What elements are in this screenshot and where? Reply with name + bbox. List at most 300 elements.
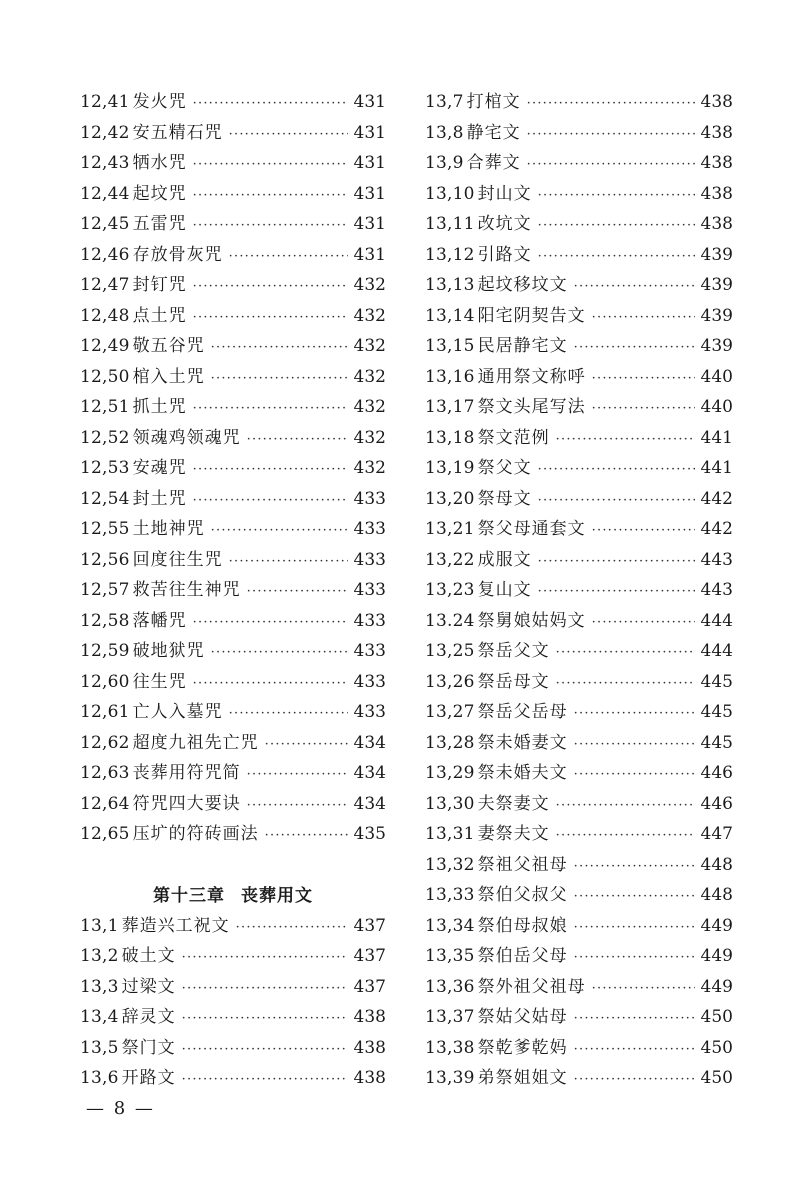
toc-entry (80, 270, 386, 301)
page-reference: 432 (353, 275, 386, 295)
section-title: 阳宅阴契告文 (477, 305, 586, 326)
section-number: 13,26 (425, 671, 475, 692)
section-number: 12,46 (80, 244, 130, 265)
dot-leader (574, 1004, 695, 1035)
section-number: 13.24 (425, 610, 475, 631)
page-reference: 449 (700, 976, 733, 997)
toc-entry (425, 941, 733, 972)
page-reference: 431 (353, 122, 386, 143)
dot-leader (574, 760, 695, 791)
section-title: 祭姑父姑母 (477, 1007, 568, 1027)
page-reference: 433 (353, 519, 386, 539)
page-reference: 433 (353, 671, 386, 692)
section-title: 祭母文 (477, 488, 532, 509)
section-title: 祭未婚夫文 (477, 763, 568, 783)
dot-leader (556, 791, 695, 822)
dot-leader (193, 303, 348, 334)
dot-leader (556, 669, 695, 700)
section-number: 13,3 (80, 976, 119, 997)
section-number: 12,44 (80, 183, 130, 204)
dot-leader (265, 730, 348, 761)
section-number: 13,23 (425, 580, 475, 600)
toc-entry (80, 331, 386, 362)
page-reference: 446 (700, 763, 733, 783)
dot-leader (182, 974, 348, 1005)
section-number: 12,56 (80, 549, 130, 570)
dot-leader (538, 486, 695, 517)
page-reference: 449 (700, 915, 733, 936)
dot-leader (574, 333, 695, 364)
toc-entry (425, 545, 733, 576)
section-title: 祭文范例 (477, 427, 550, 448)
page-reference: 438 (353, 1007, 386, 1027)
section-number: 13,38 (425, 1037, 475, 1058)
toc-entry (425, 575, 733, 606)
page-reference: 438 (700, 153, 733, 173)
section-title: 祭乾爹乾妈 (477, 1037, 568, 1058)
page-reference: 450 (700, 1007, 733, 1027)
dot-leader (193, 89, 348, 120)
toc-entry (425, 880, 733, 911)
section-title: 民居静宅文 (477, 336, 568, 356)
page-reference: 434 (353, 732, 386, 753)
page-reference: 432 (353, 305, 386, 326)
toc-entry (425, 453, 733, 484)
toc-entry (425, 209, 733, 240)
section-number: 12,54 (80, 488, 130, 509)
section-number: 13,30 (425, 793, 475, 814)
section-title: 改坑文 (477, 214, 532, 234)
section-number: 13,7 (425, 92, 464, 112)
dot-leader (193, 669, 348, 700)
page-reference: 434 (353, 763, 386, 783)
section-title: 起坟移坟文 (477, 275, 568, 295)
section-number: 13,18 (425, 427, 475, 448)
section-number: 12,60 (80, 671, 130, 692)
dot-leader (574, 730, 695, 761)
toc-entry (80, 667, 386, 698)
dot-leader (211, 638, 348, 669)
dot-leader (193, 486, 348, 517)
dot-leader (574, 913, 695, 944)
toc-entry (80, 209, 386, 240)
toc-entry (80, 789, 386, 820)
toc-entry (80, 728, 386, 759)
section-title: 发火咒 (132, 92, 187, 112)
section-number: 13,15 (425, 336, 475, 356)
toc-entry (80, 118, 386, 149)
section-title: 祭门文 (121, 1037, 176, 1058)
page-reference: 440 (700, 366, 733, 387)
section-title: 抓土咒 (132, 397, 187, 417)
dot-leader (182, 943, 348, 974)
section-number: 12,41 (80, 92, 130, 112)
toc-entry (425, 148, 733, 179)
page-reference: 435 (353, 824, 386, 844)
section-number: 13,39 (425, 1068, 475, 1088)
toc-entry (80, 545, 386, 576)
page-reference: 433 (353, 610, 386, 631)
toc-entry (425, 758, 733, 789)
dot-leader (182, 1065, 348, 1096)
section-title: 封钉咒 (132, 275, 187, 295)
toc-entry (80, 1063, 386, 1094)
dot-leader (538, 211, 695, 242)
section-title: 破地狱咒 (132, 641, 205, 661)
section-title: 祭伯岳父母 (477, 946, 568, 966)
dot-leader (229, 242, 348, 273)
dot-leader (538, 455, 695, 486)
section-title: 弟祭姐姐文 (477, 1068, 568, 1088)
section-number: 13,8 (425, 122, 464, 143)
section-title: 封山文 (477, 183, 532, 204)
toc-entry (425, 911, 733, 942)
section-number: 13,25 (425, 641, 475, 661)
dot-leader (592, 394, 695, 425)
dot-leader (193, 211, 348, 242)
section-number: 12,53 (80, 458, 130, 478)
section-title: 祭未婚妻文 (477, 732, 568, 753)
toc-entry (80, 819, 386, 850)
section-number: 13,16 (425, 366, 475, 387)
section-number: 13,34 (425, 915, 475, 936)
section-number: 12,58 (80, 610, 130, 631)
section-number: 12,42 (80, 122, 130, 143)
dot-leader (182, 1035, 348, 1066)
toc-entry (80, 392, 386, 423)
page-reference: 439 (700, 336, 733, 356)
page-reference: 440 (700, 397, 733, 417)
section-title: 祭祖父祖母 (477, 854, 568, 875)
dot-leader (247, 760, 348, 791)
section-number: 13,2 (80, 946, 119, 966)
section-number: 13,5 (80, 1037, 119, 1058)
section-number: 13,20 (425, 488, 475, 509)
dot-leader (592, 516, 695, 547)
dot-leader (193, 150, 348, 181)
section-number: 13,32 (425, 854, 475, 875)
toc-entry (425, 697, 733, 728)
dot-leader (211, 516, 348, 547)
section-number: 12,55 (80, 519, 130, 539)
toc-entry (80, 941, 386, 972)
dot-leader (574, 1035, 695, 1066)
section-number: 13,36 (425, 976, 475, 997)
section-title: 祭父母通套文 (477, 519, 586, 539)
section-number: 13,9 (425, 153, 464, 173)
toc-entry (425, 270, 733, 301)
dot-leader (574, 272, 695, 303)
section-number: 13,22 (425, 549, 475, 570)
section-title: 压圹的符砖画法 (132, 824, 259, 844)
chapter-title: 丧葬用文 (241, 885, 313, 906)
page-reference: 438 (353, 1037, 386, 1058)
toc-entry (80, 423, 386, 454)
section-number: 13,13 (425, 275, 475, 295)
section-title: 安五精石咒 (132, 122, 223, 143)
dot-leader (574, 882, 695, 913)
section-title: 打棺文 (466, 92, 521, 112)
dot-leader (211, 364, 348, 395)
toc-entry (425, 179, 733, 210)
section-number: 12,43 (80, 153, 130, 173)
section-title: 过梁文 (121, 976, 176, 997)
section-number: 12,45 (80, 214, 130, 234)
section-title: 合葬文 (466, 153, 521, 173)
section-number: 13,27 (425, 702, 475, 722)
page-number-footer: — 8 — (86, 1098, 155, 1119)
page-reference: 445 (700, 732, 733, 753)
page-reference: 438 (700, 122, 733, 143)
page-reference: 446 (700, 793, 733, 814)
dot-leader (247, 425, 348, 456)
toc-entry (425, 667, 733, 698)
toc-entry (80, 758, 386, 789)
section-number: 12,48 (80, 305, 130, 326)
toc-entry (80, 972, 386, 1003)
toc-entry (425, 484, 733, 515)
section-number: 13,14 (425, 305, 475, 326)
dot-leader (229, 120, 348, 151)
toc-entry (80, 179, 386, 210)
page-reference: 432 (353, 397, 386, 417)
section-title: 复山文 (477, 580, 532, 600)
dot-leader (592, 364, 695, 395)
page-reference: 431 (353, 92, 386, 112)
dot-leader (193, 181, 348, 212)
toc-entry (80, 575, 386, 606)
section-number: 12,49 (80, 336, 130, 356)
toc-entry (425, 514, 733, 545)
section-title: 夫祭妻文 (477, 793, 550, 814)
section-title: 往生咒 (132, 671, 187, 692)
page-reference: 437 (353, 915, 386, 936)
toc-entry (80, 148, 386, 179)
page-reference: 438 (700, 183, 733, 204)
section-number: 12,65 (80, 824, 130, 844)
dot-leader (182, 1004, 348, 1035)
dot-leader (574, 699, 695, 730)
toc-entry (80, 697, 386, 728)
page-reference: 442 (700, 488, 733, 509)
dot-leader (592, 974, 695, 1005)
page-reference: 448 (700, 854, 733, 875)
dot-leader (538, 242, 695, 273)
dot-leader (229, 699, 348, 730)
toc-entry (425, 1063, 733, 1094)
page-reference: 439 (700, 275, 733, 295)
section-number: 13,19 (425, 458, 475, 478)
toc-entry (425, 331, 733, 362)
section-title: 开路文 (121, 1068, 176, 1088)
dot-leader (538, 577, 695, 608)
page-reference: 443 (700, 580, 733, 600)
section-title: 五雷咒 (132, 214, 187, 234)
dot-leader (574, 852, 695, 883)
section-title: 安魂咒 (132, 458, 187, 478)
toc-list-chapter-13 (80, 911, 386, 1094)
section-title: 祭伯父叔父 (477, 885, 568, 905)
toc-list-chapter-13-continued (425, 87, 733, 1094)
section-title: 亡人入墓咒 (132, 702, 223, 722)
page-reference: 444 (700, 610, 733, 631)
page-reference: 450 (700, 1068, 733, 1088)
section-title: 落幡咒 (132, 610, 187, 631)
page-reference: 437 (353, 946, 386, 966)
dot-leader (538, 547, 695, 578)
page-reference: 431 (353, 183, 386, 204)
section-title: 领魂鸡领魂咒 (132, 427, 241, 448)
section-title: 祭岳父岳母 (477, 702, 568, 722)
page-reference: 438 (700, 92, 733, 112)
section-number: 12,64 (80, 793, 130, 814)
toc-entry (80, 240, 386, 271)
section-title: 超度九祖先亡咒 (132, 732, 259, 753)
dot-leader (574, 1065, 695, 1096)
page-reference: 437 (353, 976, 386, 997)
page-reference: 441 (700, 458, 733, 478)
page-reference: 443 (700, 549, 733, 570)
section-number: 13,1 (80, 915, 119, 936)
section-title: 土地神咒 (132, 519, 205, 539)
section-number: 12,51 (80, 397, 130, 417)
dot-leader (193, 608, 348, 639)
dot-leader (247, 791, 348, 822)
section-number: 12,61 (80, 702, 130, 722)
chapter-number: 第十三章 (153, 885, 225, 906)
section-number: 12,52 (80, 427, 130, 448)
toc-entry (425, 1002, 733, 1033)
dot-leader (592, 608, 695, 639)
toc-entry (425, 240, 733, 271)
section-number: 13,11 (425, 214, 475, 234)
page-reference: 432 (353, 458, 386, 478)
toc-entry (80, 1002, 386, 1033)
toc-entry (425, 118, 733, 149)
page-reference: 433 (353, 702, 386, 722)
toc-list-chapter-12 (80, 87, 386, 850)
section-number: 13,31 (425, 824, 475, 844)
section-title: 起坟咒 (132, 183, 187, 204)
section-title: 通用祭文称呼 (477, 366, 586, 387)
page-reference: 434 (353, 793, 386, 814)
toc-entry (80, 453, 386, 484)
dot-leader (527, 120, 695, 151)
page-reference: 449 (700, 946, 733, 966)
dot-leader (556, 821, 695, 852)
dot-leader (229, 547, 348, 578)
toc-entry (80, 606, 386, 637)
dot-leader (556, 425, 695, 456)
dot-leader (247, 577, 348, 608)
section-title: 祭岳父文 (477, 641, 550, 661)
dot-leader (574, 943, 695, 974)
section-title: 丧葬用符咒简 (132, 763, 241, 783)
section-number: 13,35 (425, 946, 475, 966)
section-number: 13,21 (425, 519, 475, 539)
section-number: 13,4 (80, 1007, 119, 1027)
dot-leader (193, 394, 348, 425)
section-title: 救苦往生神咒 (132, 580, 241, 600)
page-reference: 431 (353, 214, 386, 234)
page-reference: 442 (700, 519, 733, 539)
section-title: 回度往生咒 (132, 549, 223, 570)
section-number: 13,10 (425, 183, 475, 204)
section-title: 祭舅娘姑妈文 (477, 610, 586, 631)
page-reference: 431 (353, 244, 386, 265)
chapter-heading (80, 850, 386, 911)
toc-entry (425, 728, 733, 759)
section-title: 封土咒 (132, 488, 187, 509)
section-number: 13,28 (425, 732, 475, 753)
dot-leader (236, 913, 348, 944)
section-title: 敬五谷咒 (132, 336, 205, 356)
section-number: 13,33 (425, 885, 475, 905)
toc-entry (425, 392, 733, 423)
toc-entry (425, 606, 733, 637)
section-number: 13,29 (425, 763, 475, 783)
toc-entry (80, 301, 386, 332)
page-reference: 438 (353, 1068, 386, 1088)
section-number: 12,50 (80, 366, 130, 387)
toc-right-column (425, 87, 733, 1094)
page-reference: 445 (700, 702, 733, 722)
page-reference: 444 (700, 641, 733, 661)
dot-leader (527, 89, 695, 120)
toc-entry (425, 819, 733, 850)
section-title: 点土咒 (132, 305, 187, 326)
page-reference: 447 (700, 824, 733, 844)
page-reference: 433 (353, 488, 386, 509)
toc-entry (80, 1033, 386, 1064)
section-title: 祭伯母叔娘 (477, 915, 568, 936)
section-title: 静宅文 (466, 122, 521, 143)
section-title: 牺水咒 (132, 153, 187, 173)
section-title: 引路文 (477, 244, 532, 265)
dot-leader (527, 150, 695, 181)
section-number: 12,59 (80, 641, 130, 661)
toc-entry (80, 636, 386, 667)
toc-entry (425, 850, 733, 881)
toc-entry (80, 514, 386, 545)
section-title: 破土文 (121, 946, 176, 966)
page-reference: 439 (700, 305, 733, 326)
section-number: 12,47 (80, 275, 130, 295)
page-reference: 431 (353, 153, 386, 173)
dot-leader (538, 181, 695, 212)
toc-entry (425, 636, 733, 667)
toc-entry (80, 87, 386, 118)
toc-entry (425, 423, 733, 454)
page-reference: 433 (353, 580, 386, 600)
toc-entry (425, 789, 733, 820)
dot-leader (193, 455, 348, 486)
section-number: 12,62 (80, 732, 130, 753)
page-reference: 438 (700, 214, 733, 234)
page-reference: 439 (700, 244, 733, 265)
section-number: 12,63 (80, 763, 130, 783)
page-reference: 432 (353, 427, 386, 448)
page-reference: 448 (700, 885, 733, 905)
section-title: 存放骨灰咒 (132, 244, 223, 265)
dot-leader (211, 333, 348, 364)
toc-entry (425, 1033, 733, 1064)
section-number: 12,57 (80, 580, 130, 600)
toc-entry (425, 301, 733, 332)
section-title: 成服文 (477, 549, 532, 570)
toc-entry (425, 972, 733, 1003)
section-title: 祭岳母文 (477, 671, 550, 692)
